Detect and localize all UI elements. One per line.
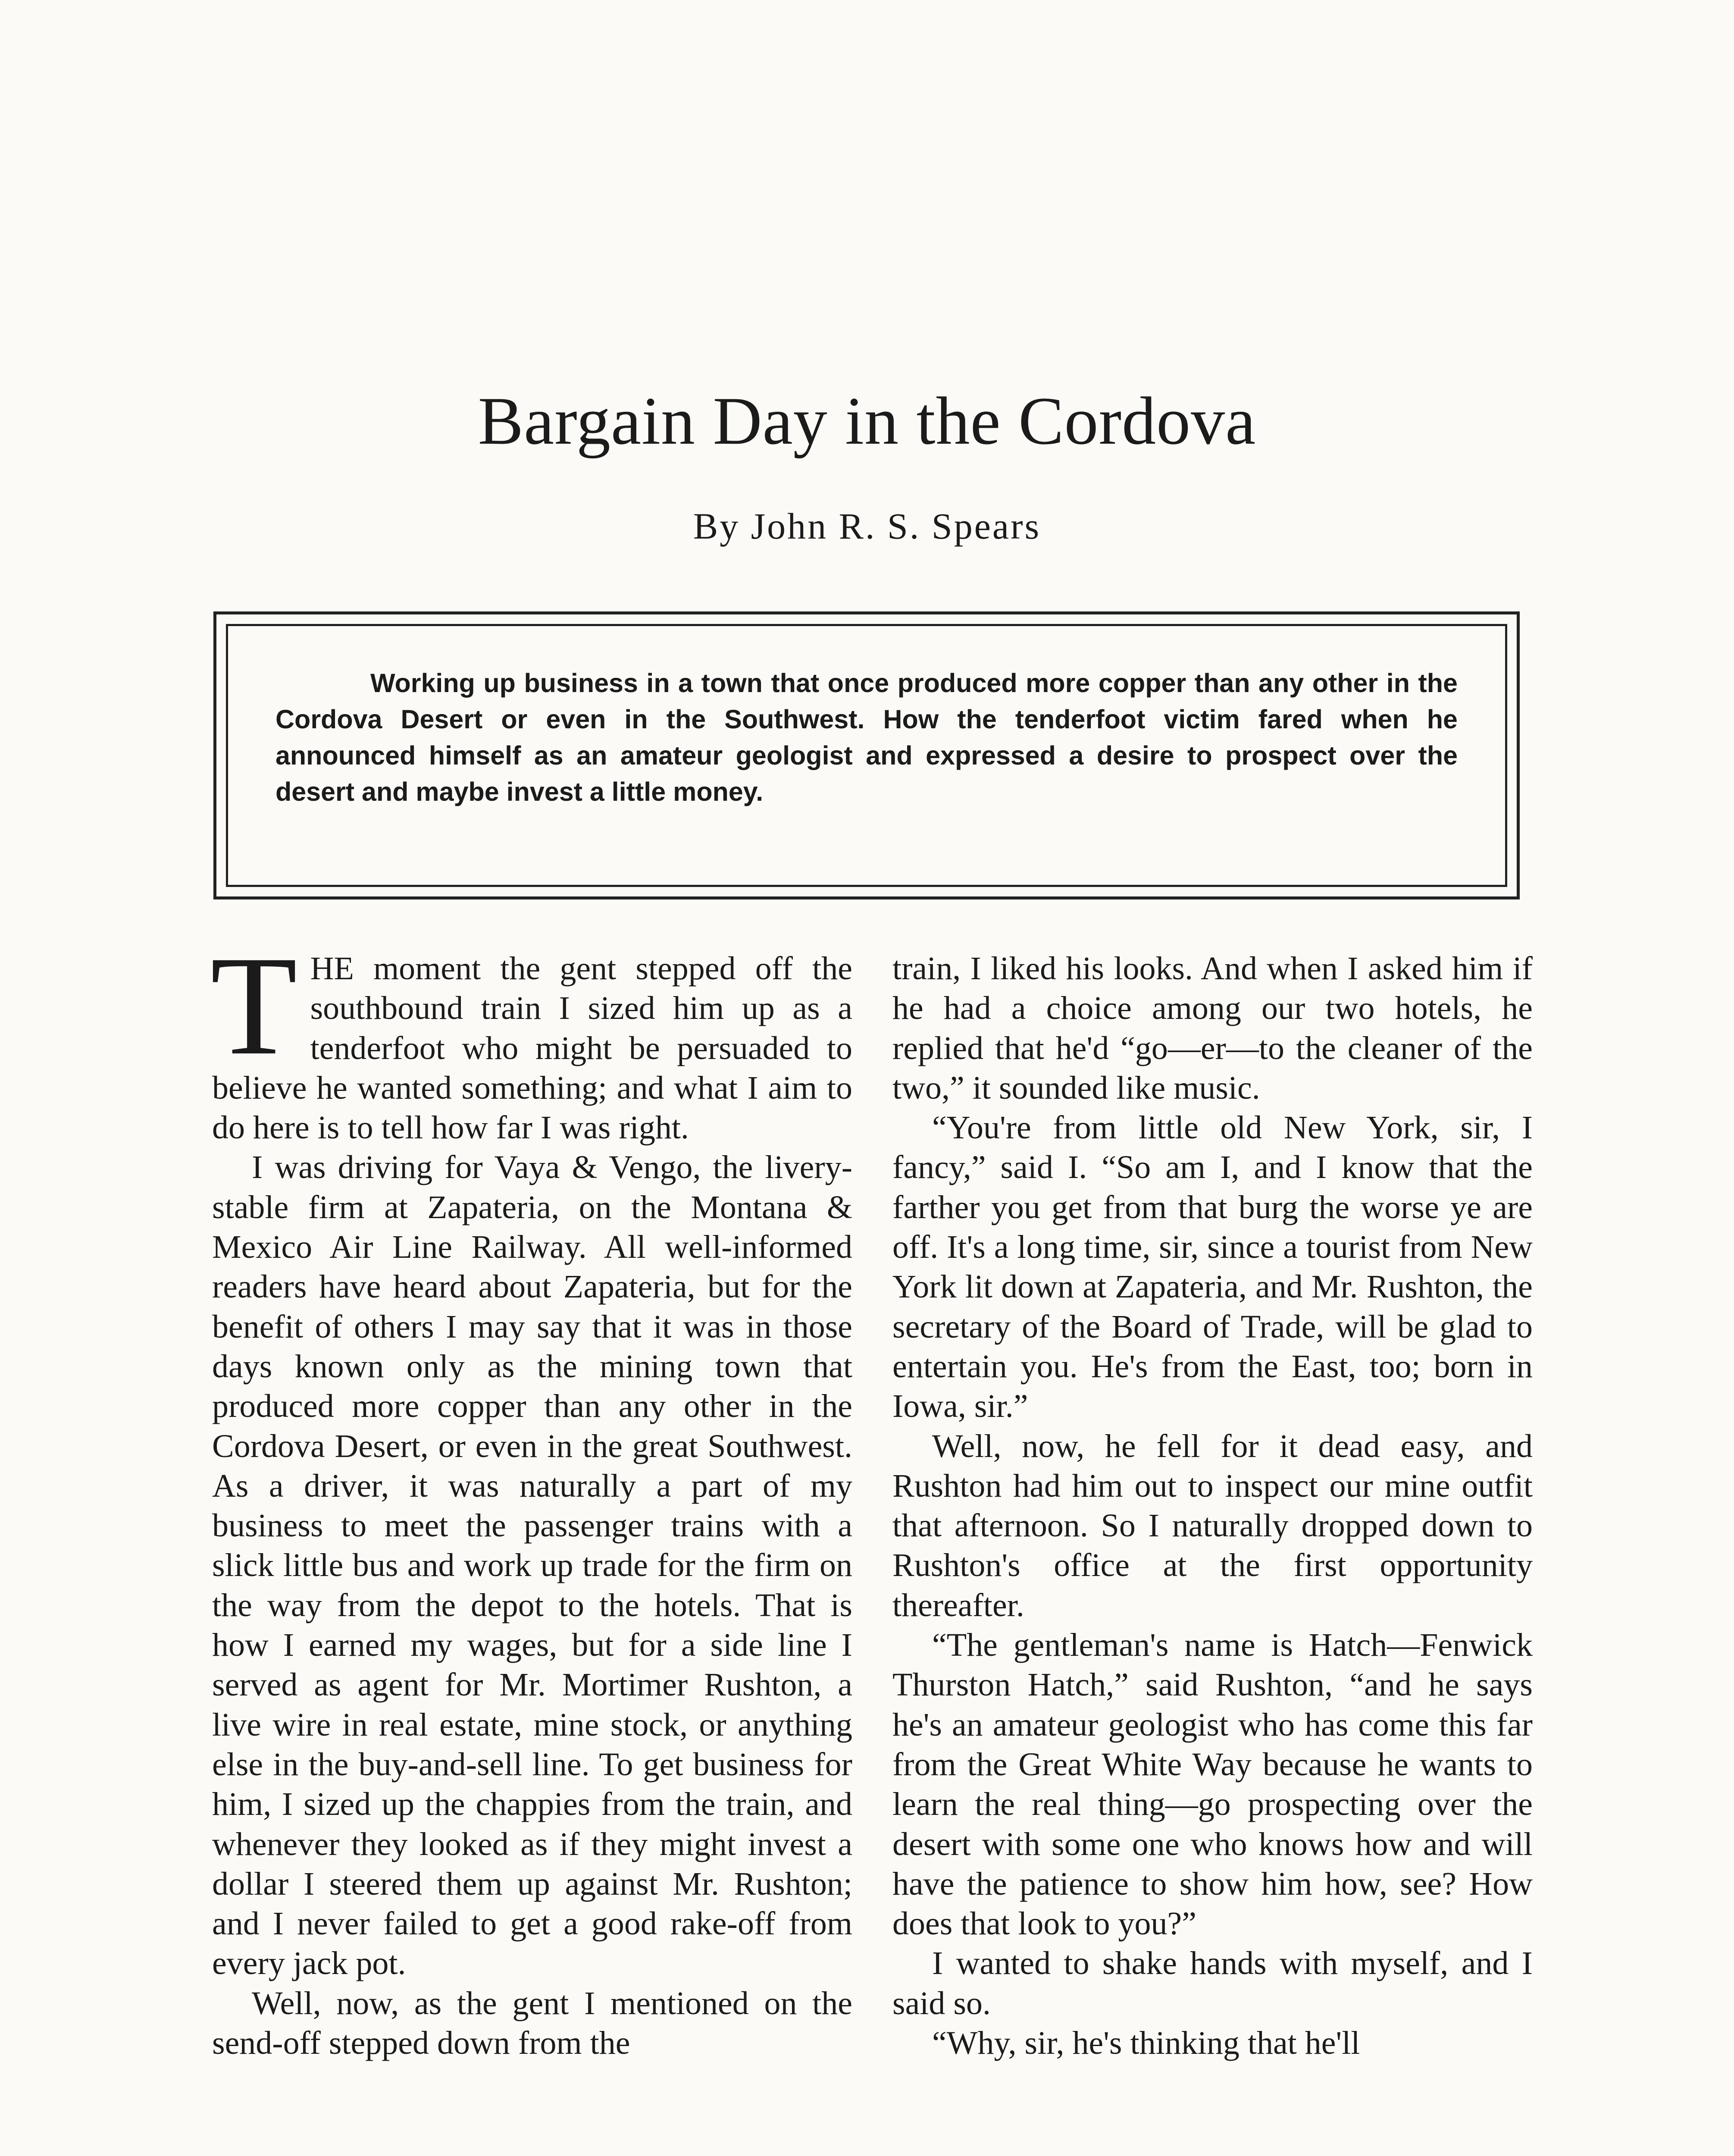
synopsis-box (213, 611, 1520, 899)
drop-cap: T (210, 927, 297, 1084)
paragraph: “Why, sir, he's thinking that he'll (932, 2025, 1360, 2062)
left-column (210, 927, 852, 2063)
paragraph-text: HE moment the gent stepped off the southbound train I sized him up as a tenderfoot who might be persuaded to believe he wanted something; and what I aim to do here is to tell how far I was right. (212, 950, 852, 1146)
article-byline: By John R. S. Spears (693, 505, 1041, 547)
paragraph: Well, now, as the gent I mentioned on the send-off stepped down from the (212, 1985, 852, 2062)
paragraph: train, I liked his looks. And when I asked him if he had a choice among our two hotels, he replied that he'd “go—er—to the cleaner of the two,” it sounded like music. (892, 950, 1533, 1106)
synopsis-inner-border (226, 624, 1507, 887)
paragraph: I was driving for Vaya & Vengo, the livery-stable firm at Zapateria, on the Montana & Mexico Air Line Railway. All well-informed readers have heard about Zapateria, but for the benefit of others I may say that it was in those days known only as the mining town that produced more copper than any other in the Cordova Desert, or even in the great Southwest. As a driver, it was naturally a part of my business to meet the passenger trains with a slick little bus and work up trade for the firm on the way from the depot to the hotels. That is how I earned my wages, but for a side line I served as agent for Mr. Mortimer Rushton, a live wire in real estate, mine stock, or anything else in the buy-and-sell line. To get business for him, I sized up the chappies from the train, and whenever they looked as if they might invest a dollar I steered them up against Mr. Rushton; and I never failed to get a good rake-off from every jack pot. (212, 1149, 852, 1982)
paragraph: Well, now, he fell for it dead easy, and Rushton had him out to inspect our mine outfit that afternoon. So I naturally dropped down to Rushton's office at the first opportunity thereafter. (892, 1428, 1533, 1623)
paragraph (210, 927, 852, 1147)
paragraph: “The gentleman's name is Hatch—Fenwick Thurston Hatch,” said Rushton, “and he says he's an amateur geologist who has come this far from the Great White Way because he wants to learn the real thing—go prospecting over the desert with some one who knows how and will have the patience to show him how, see? How does that look to you?” (892, 1627, 1533, 1942)
article-title: Bargain Day in the Cordova (478, 383, 1256, 459)
synopsis-text: Working up business in a town that once produced more copper than any other in the Cordova Desert or even in the Southwest. How the tenderfoot victim fared when he announced himself as an amateur geologist and expressed a desire to prospect over the desert and maybe invest a little money. (275, 668, 1458, 806)
paragraph: “You're from little old New York, sir, I fancy,” said I. “So am I, and I know that the farther you get from that burg the worse ye are off. It's a long time, sir, since a tourist from New York lit down at Zapateria, and Mr. Rushton, the secretary of the Board of Trade, will be glad to entertain you. He's from the East, too; born in Iowa, sir.” (892, 1109, 1533, 1425)
paragraph: I wanted to shake hands with myself, and I said so. (892, 1945, 1533, 2021)
right-column (892, 949, 1533, 2063)
